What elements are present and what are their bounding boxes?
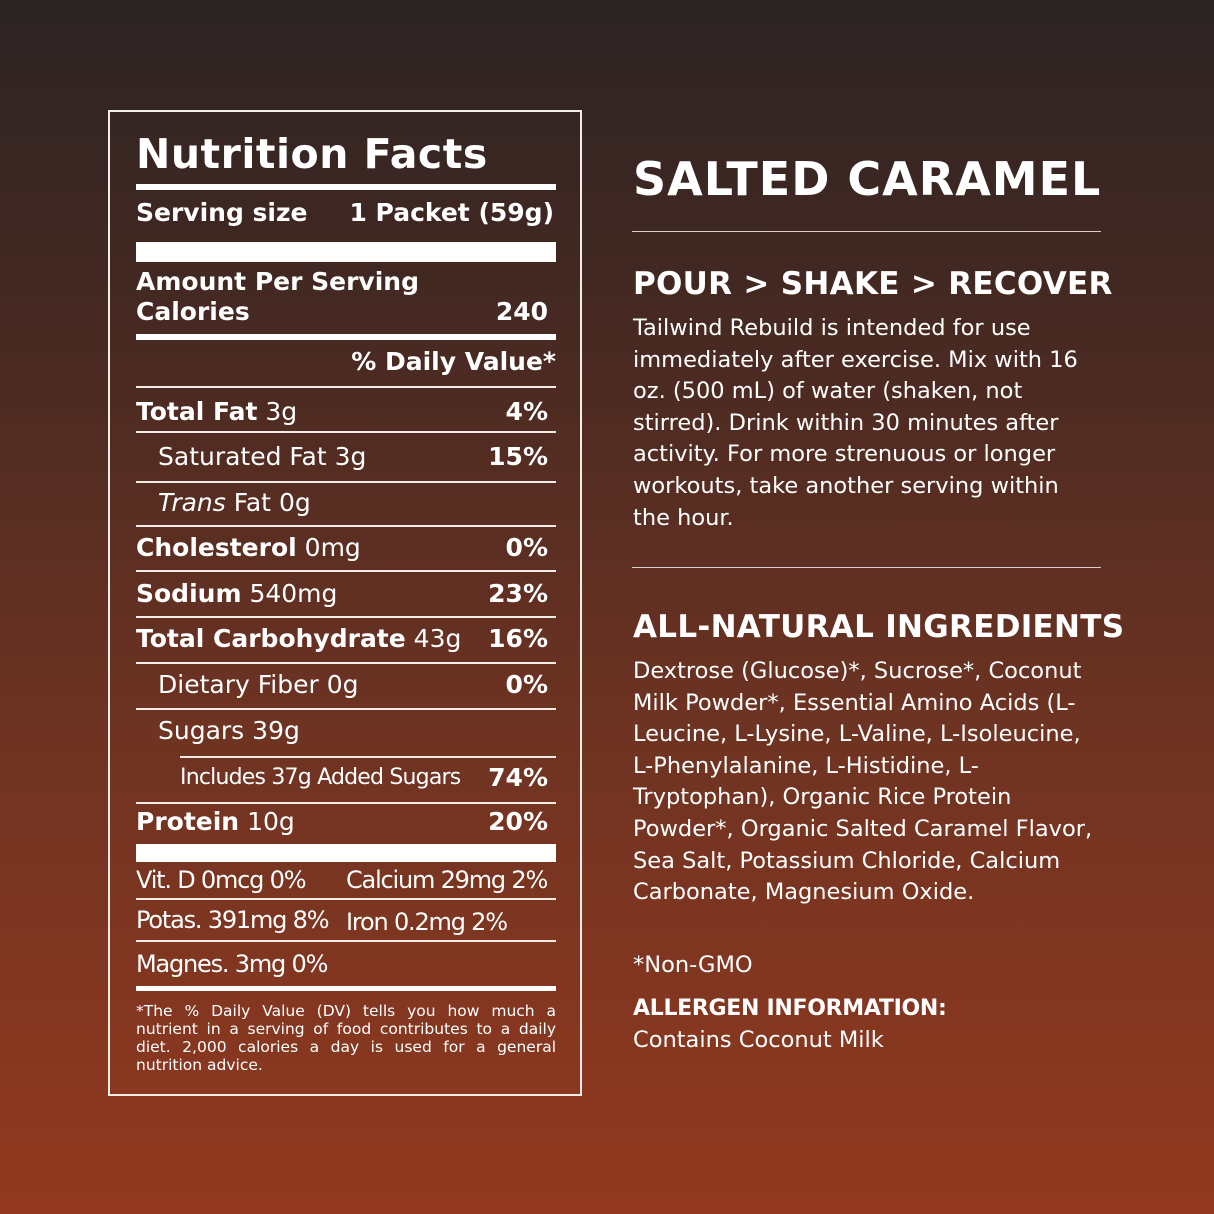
nutrient-dv: 0%: [505, 670, 548, 699]
nutrient-row-protein: [136, 807, 556, 837]
flavor-title: SALTED CARAMEL: [633, 152, 1102, 206]
allergen-heading: ALLERGEN INFORMATION:: [633, 996, 947, 1021]
divider: [136, 386, 556, 388]
thick-divider: [136, 184, 556, 190]
section-divider: [632, 231, 1101, 232]
heavy-divider: [136, 242, 556, 262]
calories-row: [136, 297, 556, 327]
medium-divider: [136, 334, 556, 340]
divider: [136, 525, 556, 527]
ingredients-text: Dextrose (Glucose)*, Sucrose*, Coconut Milk Powder*, Essential Amino Acids (L-Leucine, L-Lysine, L-Valine, L-Isoleucine, L-Phenylalanine, L-Histidine, L-Tryptophan), Organic Rice Protein Powder*, Organic Salted Caramel Flavor, Sea Salt, Potassium Chloride, Calcium Carbonate, Magnesium Oxide.: [633, 658, 1093, 906]
nutrient-amount: 540mg: [249, 579, 338, 608]
nutrient-row-added-sugars: [136, 763, 556, 793]
heavy-divider: [136, 844, 556, 862]
nutrient-dv: 23%: [488, 579, 548, 608]
potassium: Potas. 391mg 8%: [136, 906, 329, 934]
nutrient-dv: 15%: [488, 442, 548, 471]
nutrient-row-trans-fat: [136, 488, 556, 518]
nutrient-name: Total Carbohydrate: [136, 624, 406, 653]
divider: [136, 570, 556, 572]
divider: [136, 898, 556, 900]
footnote-divider: [136, 986, 556, 991]
nutrient-row-sugars: [136, 716, 556, 746]
magnesium: Magnes. 3mg 0%: [136, 950, 328, 978]
nutrient-amount: 3g: [265, 397, 298, 426]
calcium: Calcium 29mg 2%: [346, 866, 548, 894]
daily-value-footnote: *The % Daily Value (DV) tells you how much a nutrient in a serving of food contributes to a daily diet. 2,000 calories a day is used for a general nutrition advice.: [136, 1002, 556, 1074]
nutrient-row-cholesterol: [136, 533, 556, 563]
divider: [136, 431, 556, 433]
nutrient-dv: 74%: [488, 763, 548, 792]
serving-size-value: 1 Packet (59g): [349, 198, 554, 227]
nutrition-facts-title: Nutrition Facts: [136, 130, 488, 178]
nutrient-row-total-fat: [136, 397, 556, 427]
calories-value: 240: [495, 297, 548, 326]
nutrient-name: Cholesterol: [136, 533, 297, 562]
allergen-text: Contains Coconut Milk: [633, 1027, 884, 1053]
nutrient-row-sodium: [136, 579, 556, 609]
nutrient-name: Sodium: [136, 579, 242, 608]
divider: [136, 662, 556, 664]
divider: [136, 940, 556, 942]
nutrient-amount: 0mg: [304, 533, 361, 562]
nutrient-dv: 4%: [505, 397, 548, 426]
nutrient-dv: 0%: [505, 533, 548, 562]
directions-heading: POUR > SHAKE > RECOVER: [633, 266, 1113, 302]
divider: [180, 756, 556, 758]
nutrient-name: Dietary Fiber: [158, 670, 319, 699]
ingredients-heading: ALL-NATURAL INGREDIENTS: [633, 609, 1125, 645]
nutrient-amount: 39g: [252, 716, 300, 745]
nutrient-row-saturated-fat: [136, 442, 556, 472]
nutrient-amount: 0g: [278, 488, 311, 517]
amount-per-serving-label: Amount Per Serving: [136, 267, 419, 296]
directions-text: Tailwind Rebuild is intended for use immediately after exercise. Mix with 16 oz. (500 mL) of water (shaken, not stirred). Drink within 30 minutes after activity. For more strenuous or longer workouts, take another serving within the hour.: [633, 315, 1078, 531]
divider: [136, 481, 556, 483]
nutrient-name: Includes 37g Added Sugars: [180, 765, 461, 790]
divider: [136, 708, 556, 710]
nutrient-row-dietary-fiber: [136, 670, 556, 700]
section-divider: [632, 567, 1101, 568]
divider: [136, 616, 556, 618]
amount-per-serving: [136, 267, 556, 297]
daily-value-header: % Daily Value*: [351, 347, 556, 376]
nutrient-amount: 10g: [247, 807, 295, 836]
nutrient-amount: 43g: [413, 624, 462, 653]
calories-label: Calories: [136, 297, 250, 326]
nutrient-name-suffix: Fat: [233, 488, 271, 517]
nutrient-amount: 0g: [326, 670, 359, 699]
iron: Iron 0.2mg 2%: [346, 908, 507, 936]
nutrient-name: Trans: [158, 488, 226, 517]
nutrient-row-total-carbohydrate: [136, 624, 556, 654]
serving-size-label: Serving size: [136, 198, 308, 227]
nutrition-facts-panel: [108, 110, 582, 1096]
nutrient-name: Protein: [136, 807, 240, 836]
daily-value-header-row: [136, 347, 556, 377]
nutrient-name: Total Fat: [136, 397, 258, 426]
non-gmo-note: *Non-GMO: [633, 952, 753, 978]
vitamin-d: Vit. D 0mcg 0%: [136, 866, 306, 894]
divider: [136, 802, 556, 804]
serving-size-row: [136, 198, 556, 228]
nutrient-name: Saturated Fat: [158, 442, 327, 471]
nutrient-dv: 16%: [488, 624, 548, 653]
nutrient-name: Sugars: [158, 716, 245, 745]
nutrient-dv: 20%: [488, 807, 548, 836]
nutrient-amount: 3g: [334, 442, 367, 471]
